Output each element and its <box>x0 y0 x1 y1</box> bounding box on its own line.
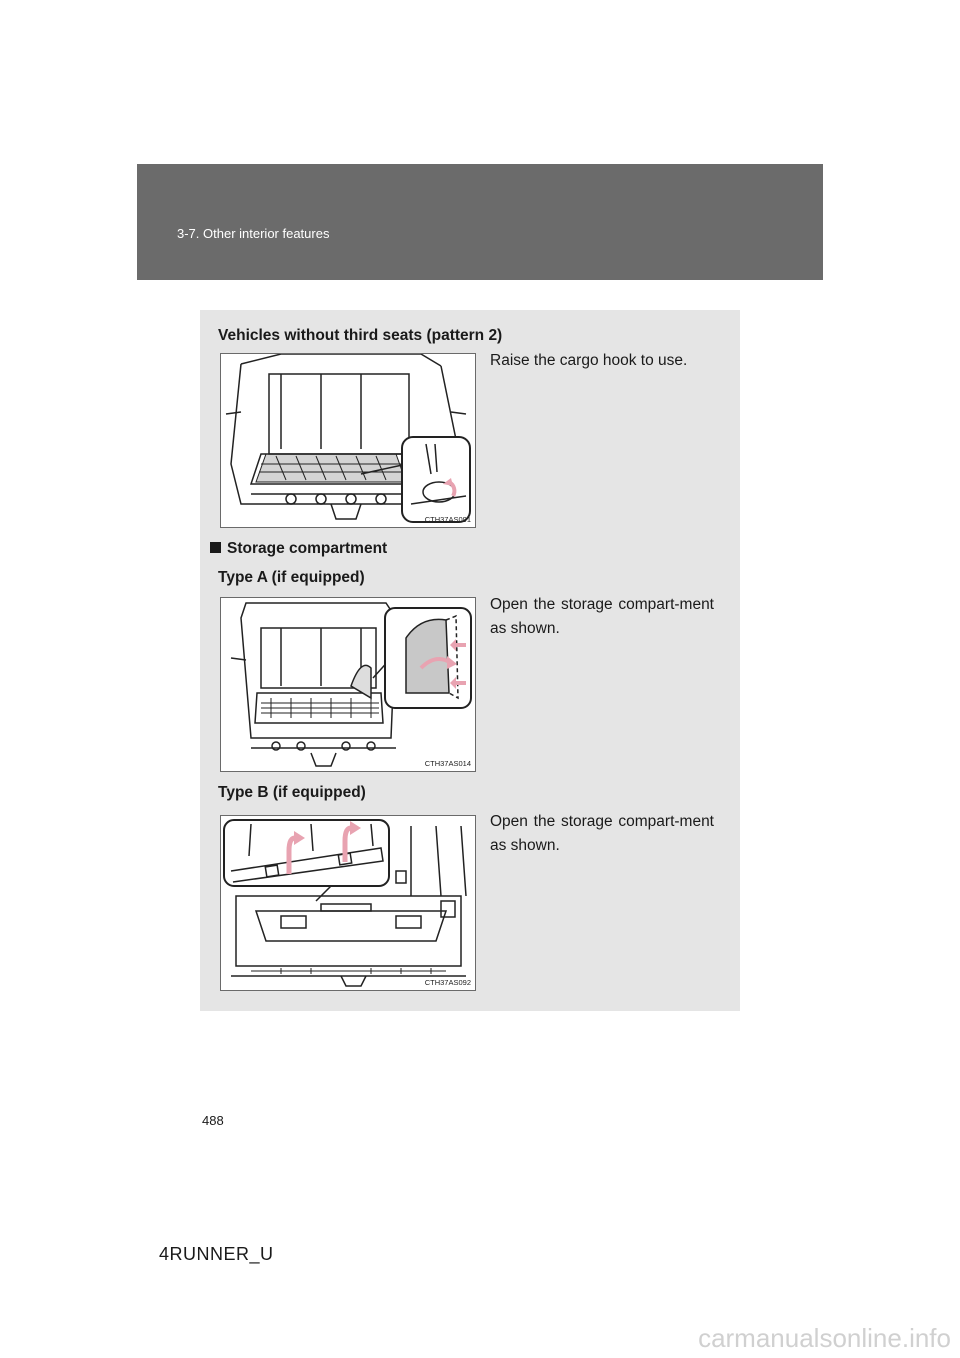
type-a-label: Type A (if equipped) <box>218 569 365 586</box>
type-b-label: Type B (if equipped) <box>218 784 366 801</box>
figure-code: CTH37AS092 <box>424 978 471 987</box>
section-title: 3-7. Other interior features <box>177 226 330 241</box>
watermark: carmanualsonline.info <box>698 1323 951 1353</box>
model-code: 4RUNNER_U <box>159 1244 274 1264</box>
cargo-hook-illustration <box>220 353 476 528</box>
storage-heading-row <box>210 540 387 558</box>
page-number: 488 <box>202 1113 224 1128</box>
square-bullet-icon <box>210 542 221 553</box>
figure-code: CTH37AS091 <box>424 515 471 524</box>
type-a-description: Open the storage compart-ment as shown. <box>490 596 714 637</box>
pattern2-description: Raise the cargo hook to use. <box>490 352 688 369</box>
section-header-bar <box>137 164 823 280</box>
type-b-storage-illustration <box>220 815 476 991</box>
figure-code: CTH37AS014 <box>424 759 471 768</box>
content-box <box>200 310 740 1011</box>
type-b-description: Open the storage compart-ment as shown. <box>490 813 714 854</box>
type-a-storage-illustration <box>220 597 476 772</box>
storage-heading: Storage compartment <box>227 540 388 557</box>
pattern2-heading: Vehicles without third seats (pattern 2) <box>218 327 503 344</box>
